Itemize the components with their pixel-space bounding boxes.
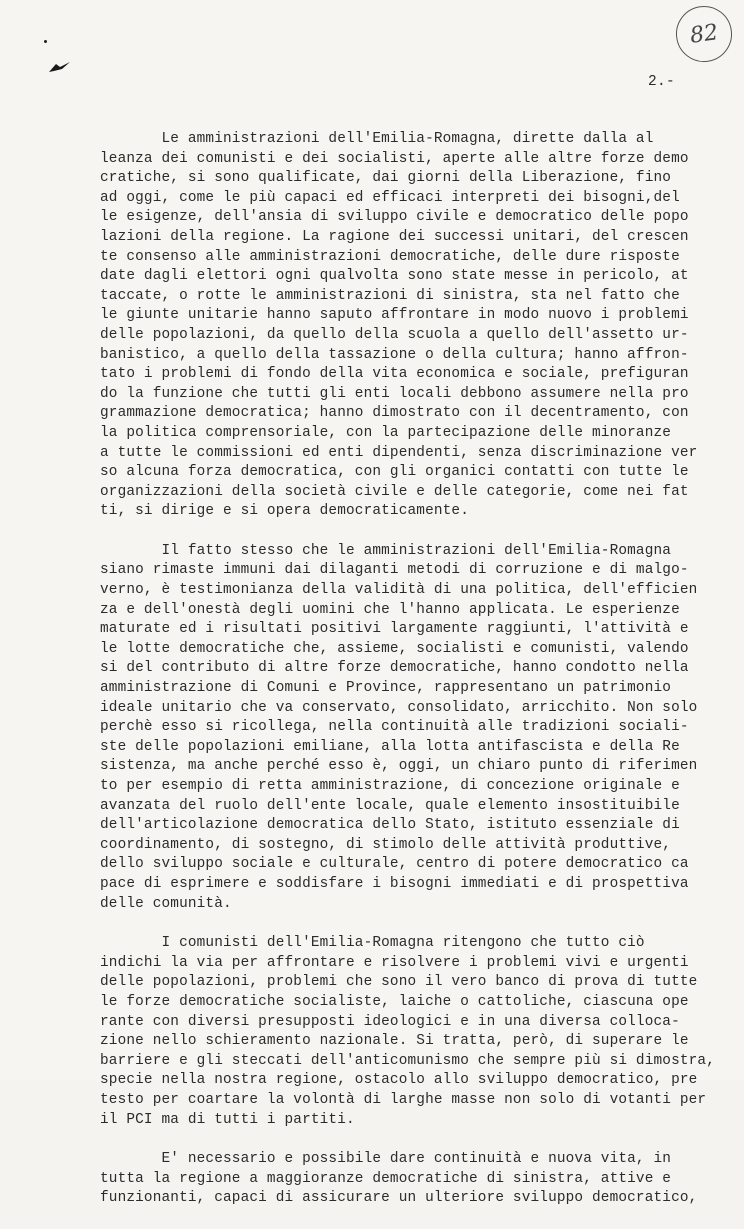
text-line: ste delle popolazioni emiliane, alla lotta antifascista e della Re bbox=[100, 738, 680, 755]
text-line: rante con diversi presupposti ideologici e in una diversa colloca- bbox=[100, 1013, 680, 1030]
text-line: za e dell'onestà degli uomini che l'hanno applicata. Le esperienze bbox=[100, 601, 680, 618]
text-line: amministrazione di Comuni e Province, rappresentano un patrimonio bbox=[100, 680, 672, 697]
paragraph bbox=[100, 542, 710, 914]
text-line: so alcuna forza democratica, con gli organici contatti con tutte le bbox=[100, 464, 689, 481]
text-line: le lotte democratiche che, assieme, socialisti e comunisti, valendo bbox=[100, 640, 689, 657]
text-line: Le amministrazioni dell'Emilia-Romagna, dirette dalla al bbox=[100, 131, 654, 147]
text-line: maturate ed i risultati positivi largamente raggiunti, l'attività e bbox=[100, 621, 689, 638]
paragraph bbox=[100, 130, 710, 522]
text-line: tutta la regione a maggioranze democratiche di sinistra, attive e bbox=[100, 1170, 672, 1187]
text-line: pace di esprimere e soddisfare i bisogni immediati e di prospettiva bbox=[100, 875, 689, 892]
ink-mark-icon bbox=[48, 60, 72, 74]
text-line: leanza dei comunisti e dei socialisti, aperte alle altre forze demo bbox=[100, 150, 689, 167]
text-line: ti, si dirige e si opera democraticamente. bbox=[100, 503, 470, 520]
text-line: te consenso alle amministrazioni democratiche, delle dure risposte bbox=[100, 248, 680, 265]
text-line: taccate, o rotte le amministrazioni di sinistra, sta nel fatto che bbox=[100, 287, 680, 304]
text-line: zione nello schieramento nazionale. Si tratta, però, di superare le bbox=[100, 1033, 689, 1050]
text-line: lazioni della regione. La ragione dei successi unitari, del crescen bbox=[100, 228, 689, 245]
text-line: E' necessario e possibile dare continuità e nuova vita, in bbox=[100, 1151, 672, 1168]
paragraph bbox=[100, 1150, 710, 1209]
text-line: tato i problemi di fondo della vita economica e sociale, prefiguran bbox=[100, 366, 689, 383]
text-line: indichi la via per affrontare e risolvere i problemi vivi e urgenti bbox=[100, 954, 689, 971]
page-number: 2.- bbox=[648, 74, 676, 90]
paragraph bbox=[100, 934, 716, 1130]
text-line: ad oggi, come le più capaci ed efficaci interpreti dei bisogni,del bbox=[100, 189, 680, 206]
text-line: dello sviluppo sociale e culturale, centro di potere democratico ca bbox=[100, 856, 689, 873]
text-line: to per esempio di retta amministrazione, di concezione originale e bbox=[100, 778, 680, 794]
text-line: specie nella nostra regione, ostacolo allo sviluppo democratico, pre bbox=[100, 1072, 698, 1089]
text-line: siano rimaste immuni dai dilaganti metodi di corruzione e di malgo- bbox=[100, 562, 689, 579]
text-line: date dagli elettori ogni qualvolta sono state messe in pericolo, at bbox=[100, 268, 689, 285]
text-line: cratiche, si sono qualificate, dai giorni della Liberazione, fino bbox=[100, 170, 672, 187]
text-line: organizzazioni della società civile e delle categorie, come nei fat bbox=[100, 483, 689, 500]
text-line: I comunisti dell'Emilia-Romagna ritengono che tutto ciò bbox=[100, 935, 645, 952]
text-line: ideale unitario che va conservato, consolidato, arricchito. Non solo bbox=[100, 699, 698, 716]
text-line: avanzata del ruolo dell'ente locale, quale elemento insostituibile bbox=[100, 797, 680, 814]
text-line: delle popolazioni, da quello della scuola a quello dell'assetto ur- bbox=[100, 326, 689, 343]
archive-number-stamp bbox=[672, 2, 735, 65]
text-line: verno, è testimonianza della validità di una politica, dell'efficien bbox=[100, 582, 698, 599]
text-line: Il fatto stesso che le amministrazioni dell'Emilia-Romagna bbox=[100, 542, 672, 559]
text-line: a tutte le commissioni ed enti dipendenti, senza discriminazione ver bbox=[100, 444, 698, 461]
text-line: il PCI ma di tutti i partiti. bbox=[100, 1111, 355, 1128]
text-line: do la funzione che tutti gli enti locali debbono assumere nella pro bbox=[100, 385, 689, 402]
text-line: coordinamento, di sostegno, di stimolo delle attività produttive, bbox=[100, 836, 672, 853]
text-line: dell'articolazione democratica dello Stato, istituto essenziale di bbox=[100, 817, 680, 834]
text-line: le esigenze, dell'ansia di sviluppo civile e democratico delle popo bbox=[100, 209, 689, 226]
stamp-number: 82 bbox=[688, 19, 720, 49]
text-line: delle comunità. bbox=[100, 895, 232, 912]
text-line: le forze democratiche socialiste, laiche o cattoliche, ciascuna ope bbox=[100, 993, 689, 1010]
text-line: testo per coartare la volontà di larghe masse non solo di votanti per bbox=[100, 1091, 707, 1108]
text-line: grammazione democratica; hanno dimostrato con il decentramento, con bbox=[100, 405, 689, 422]
text-line: funzionanti, capaci di assicurare un ulteriore sviluppo democratico, bbox=[100, 1190, 698, 1207]
document-body bbox=[100, 130, 716, 1229]
text-line: la politica comprensoriale, con la partecipazione delle minoranze bbox=[100, 424, 672, 441]
ink-dot bbox=[44, 40, 47, 43]
text-line: delle popolazioni, problemi che sono il vero banco di prova di tutte bbox=[100, 974, 698, 991]
text-line: barriere e gli steccati dell'anticomunismo che sempre più si dimostra, bbox=[100, 1052, 716, 1069]
text-line: perchè esso si ricollega, nella continuità alle tradizioni sociali- bbox=[100, 719, 689, 736]
text-line: banistico, a quello della tassazione o della cultura; hanno affron- bbox=[100, 346, 689, 363]
text-line: sistenza, ma anche perché esso è, oggi, un chiaro punto di riferimen bbox=[100, 758, 698, 775]
text-line: le giunte unitarie hanno saputo affrontare in modo nuovo i problemi bbox=[100, 307, 689, 324]
text-line: si del contributo di altre forze democratiche, hanno condotto nella bbox=[100, 660, 689, 677]
